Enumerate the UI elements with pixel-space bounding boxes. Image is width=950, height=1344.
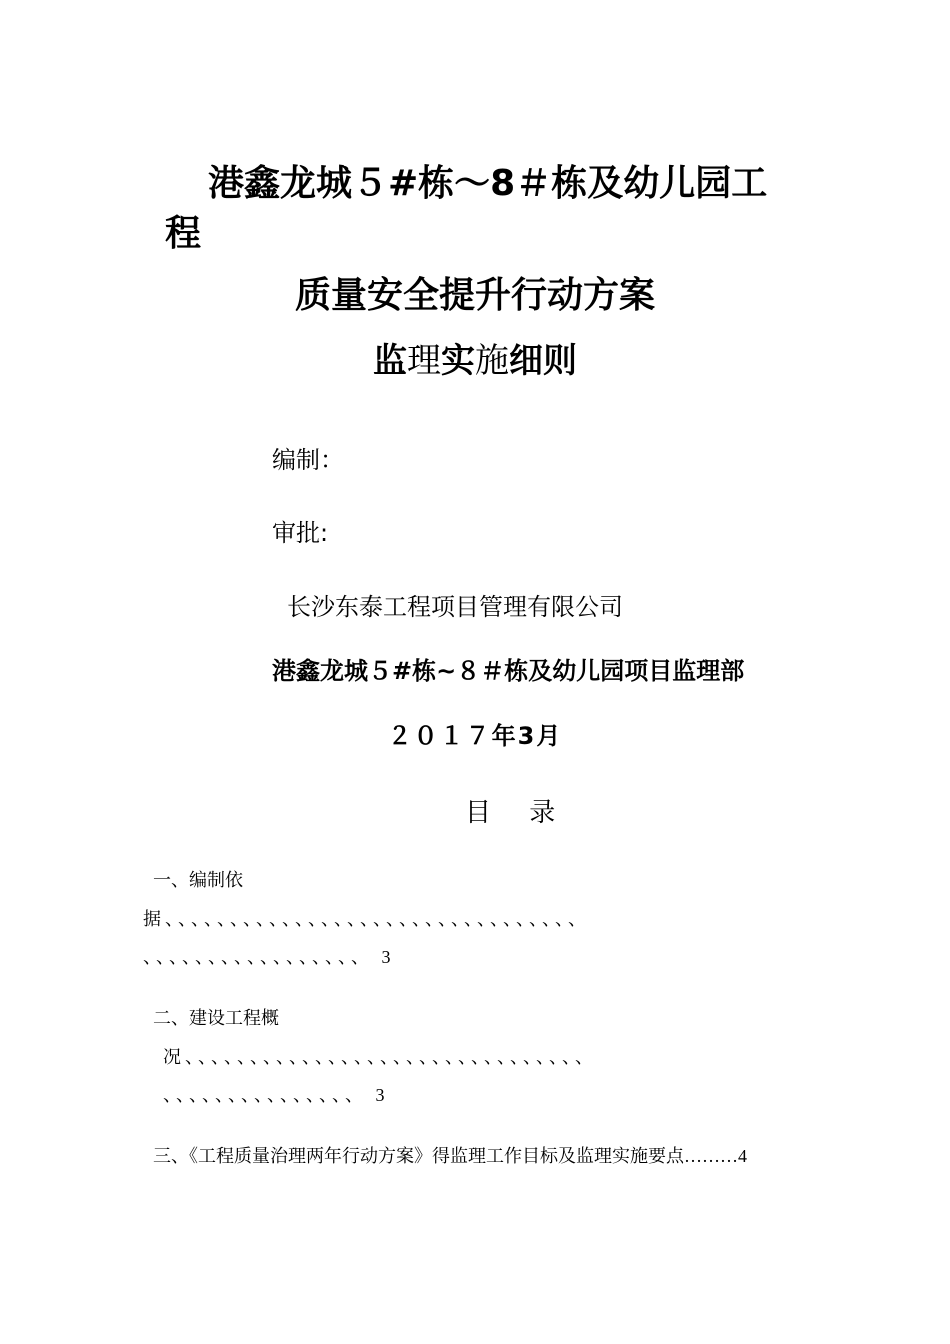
toc-entry-2-line-a: 二、建设工程概 (153, 1008, 279, 1028)
doc-title-line2: 质量安全提升行动方案 (294, 275, 655, 316)
title-part-4: 施 (475, 343, 509, 380)
toc-entry-2-line-b: 况、、、、、、、、、、、、、、、、、、、、、、、、、、、、、、、 (163, 1047, 597, 1067)
doc-title-line3 (0, 333, 950, 382)
title-part-2: 理 (407, 343, 441, 380)
title-part-5: 细则 (509, 341, 577, 381)
doc-title-line1: 港鑫龙城５#栋～8＃栋及幼儿园工 (208, 163, 768, 204)
toc-entry-2-line-c: 、、、、、、、、、、、、、、、 3 (163, 1085, 389, 1105)
document-date: ２０１７年3月 (387, 722, 563, 750)
toc-title: 目 录 (465, 798, 556, 828)
compile-label: 编制： (272, 446, 344, 474)
toc-entry-3: 三、《工程质量治理两年行动方案》得监理工作目标及监理实施要点………4 (153, 1146, 747, 1166)
title-part-3: 实 (441, 341, 475, 381)
department-name: 港鑫龙城５#栋~８＃栋及幼儿园项目监理部 (272, 657, 745, 685)
toc-entry-1-line-a: 一、编制依 (153, 870, 243, 890)
approve-label: 审批: (272, 519, 329, 547)
doc-title-line1-continued: 程 (165, 213, 202, 254)
title-part-1: 监 (373, 341, 407, 381)
toc-entry-1-line-c: 、、、、、、、、、、、、、、、、、 3 (143, 947, 395, 967)
toc-entry-1-line-b: 据、、、、、、、、、、、、、、、、、、、、、、、、、、、、、、、、 (143, 909, 590, 929)
company-name: 长沙东泰工程项目管理有限公司 (287, 593, 623, 621)
